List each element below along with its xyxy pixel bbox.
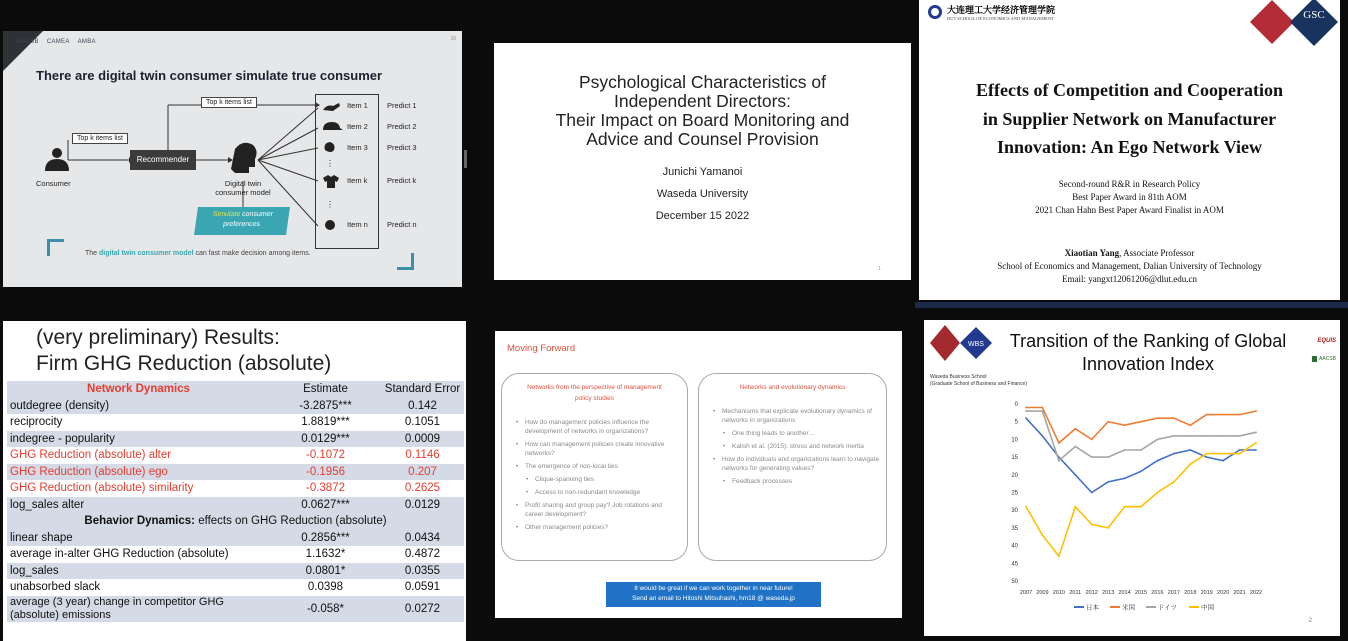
results-table	[7, 381, 464, 622]
data-point	[1173, 481, 1175, 483]
list-item: • How can management policies create innovative networks?	[516, 440, 681, 458]
list-item: • One thing leads to another…	[713, 429, 880, 438]
legend-label: 中国	[1201, 603, 1214, 612]
school-line-1: Waseda Business School	[930, 374, 987, 380]
data-point	[1042, 407, 1044, 409]
title-line-4: Advice and Counsel Provision	[586, 129, 819, 149]
table-row	[7, 480, 464, 497]
row-estimate: 0.0801*	[270, 563, 381, 580]
row-label: outdegree (density)	[7, 398, 270, 415]
data-point	[1255, 431, 1257, 433]
list-item: • The emergence of non-local ties	[516, 462, 681, 471]
table-row	[7, 546, 464, 563]
data-point	[1239, 414, 1241, 416]
title-line-1: Effects of Competition and Cooperation	[976, 80, 1283, 100]
school-name-en: DUT SCHOOL OF ECONOMICS AND MANAGEMENT	[947, 16, 1054, 22]
row-label: log_sales alter	[7, 497, 270, 514]
data-point	[1157, 460, 1159, 462]
list-item: • How do individuals and organizations learn to navigate networks for generating values?	[713, 455, 880, 473]
presenter-block	[919, 247, 1340, 286]
row-label: indegree - popularity	[7, 431, 270, 448]
logo-camea: CAMEA	[46, 39, 70, 45]
x-tick-label: 2016	[1151, 590, 1164, 596]
list-item: • Feedback processes	[713, 477, 880, 486]
row-standard-error: 0.1146	[405, 449, 440, 462]
title-line-2: Independent Directors:	[613, 91, 792, 111]
data-point	[1091, 523, 1093, 525]
footer-highlight: digital twin consumer model	[99, 250, 194, 257]
row-estimate: -0.3872	[305, 482, 345, 495]
row-estimate: -0.1956	[270, 464, 381, 481]
row-standard-error: 0.142	[381, 398, 464, 415]
item-n: Item n	[347, 220, 368, 229]
data-point	[1124, 506, 1126, 508]
table-row	[7, 579, 464, 596]
data-point	[1107, 421, 1109, 423]
data-point	[1042, 410, 1044, 412]
wbs-logo-text: WBS	[968, 341, 984, 348]
row-estimate: 1.1632*	[305, 548, 346, 561]
cta-line-1: It would be great if we can work together in near future!	[634, 585, 793, 592]
data-point	[1058, 460, 1060, 462]
data-point	[1025, 506, 1027, 508]
note-3: 2021 Chan Hahn Best Paper Award Finalist in AOM	[1035, 205, 1224, 215]
row-estimate: -0.1072	[305, 449, 345, 462]
institution: School of Economics and Management, Dalian University of Technology	[997, 261, 1262, 271]
digital-twin-head-icon	[231, 143, 257, 173]
data-point	[1255, 410, 1257, 412]
data-point	[1042, 435, 1044, 437]
data-point	[1124, 449, 1126, 451]
school-header	[927, 3, 1055, 21]
badge-diamonds	[1244, 0, 1340, 48]
panel-management-policy	[501, 373, 688, 561]
row-label: average (3 year) change in competitor GHG (absolute) emissions	[7, 596, 270, 622]
data-point	[1042, 534, 1044, 536]
row-label: GHG Reduction (absolute) ego	[7, 464, 270, 481]
row-standard-error: 0.1051	[404, 416, 441, 429]
note-2: Best Paper Award in 81th AOM	[1072, 192, 1187, 202]
top-k-list-box-lower: Top k items list	[72, 133, 128, 144]
item-3: Item 3	[347, 143, 368, 152]
school-label	[930, 374, 1027, 388]
consumer-label: Consumer	[36, 179, 71, 188]
title-line-2: in Supplier Network on Manufacturer	[982, 108, 1277, 129]
chart-title	[1008, 330, 1288, 376]
x-tick-label: 2022	[1249, 590, 1263, 596]
title-line-2: Innovation Index	[1081, 354, 1215, 374]
table-row	[7, 414, 464, 431]
ranking-line-chart	[924, 396, 1340, 636]
slide-supplier-network	[919, 0, 1340, 300]
left-bullet-list	[516, 418, 681, 532]
data-point	[1222, 435, 1224, 437]
table-row	[7, 398, 464, 415]
behavior-header-row	[7, 513, 464, 530]
x-tick-label: 2015	[1134, 590, 1148, 596]
x-tick-label: 2017	[1167, 590, 1180, 596]
data-point	[1074, 474, 1076, 476]
data-point	[1206, 435, 1208, 437]
resize-handle[interactable]	[464, 150, 467, 168]
table-row	[7, 431, 464, 448]
row-standard-error: 0.4872	[404, 548, 441, 561]
data-point	[1222, 453, 1224, 455]
data-point	[1173, 453, 1175, 455]
data-point	[1140, 449, 1142, 451]
data-point	[1206, 453, 1208, 455]
x-tick-label: 2018	[1184, 590, 1197, 596]
series-line-米国	[1026, 408, 1256, 443]
x-tick-label: 2014	[1118, 590, 1131, 596]
y-tick-label: 10	[1011, 437, 1018, 444]
row-standard-error: 0.2625	[404, 482, 441, 495]
behavior-rows	[7, 530, 464, 622]
data-point	[1107, 527, 1109, 529]
slide-gii-ranking	[924, 320, 1340, 636]
row-label: GHG Reduction (absolute) similarity	[10, 482, 194, 495]
y-tick-label: 0	[1014, 402, 1018, 408]
data-point	[1074, 446, 1076, 448]
x-tick-label: 2019	[1200, 590, 1213, 596]
row-label: linear shape	[7, 530, 270, 547]
logo-aacsb: AACSB	[17, 39, 39, 45]
panel-title-left: Networks from the perspective of management policy studies	[527, 384, 662, 402]
school-seal-icon	[927, 4, 943, 20]
presenter-role: , Associate Professor	[1119, 248, 1195, 258]
page-number: 2	[1308, 618, 1312, 624]
data-point	[1206, 456, 1208, 458]
row-estimate: 0.0627***	[270, 497, 381, 514]
note-1: Second-round R&R in Research Policy	[1058, 179, 1201, 189]
row-estimate: -0.058*	[270, 596, 381, 622]
email: Email: yangxt12061206@dlut.edu.cn	[1061, 274, 1198, 284]
data-point	[1173, 417, 1175, 419]
data-point	[1140, 421, 1142, 423]
y-tick-label: 45	[1011, 561, 1018, 568]
data-point	[1025, 407, 1027, 409]
data-point	[1222, 414, 1224, 416]
x-tick-label: 2021	[1233, 590, 1246, 596]
list-item: • Mechanisms that explicate evolutionary dynamics of networks in organizations	[713, 407, 880, 425]
data-point	[1091, 439, 1093, 441]
y-tick-label: 40	[1011, 543, 1018, 550]
row-standard-error: 0.0272	[381, 596, 464, 622]
gsc-badge-text: GSC	[1303, 9, 1325, 21]
row-estimate: 0.0129***	[270, 431, 381, 448]
list-item: • Access to non-redundant knowledge	[516, 488, 681, 497]
row-standard-error: 0.0009	[381, 431, 464, 448]
top-k-list-box-upper: Top k items list	[201, 97, 257, 108]
data-point	[1222, 460, 1224, 462]
title-line-3: Innovation: An Ego Network View	[996, 137, 1263, 157]
title-line-1: Psychological Characteristics of	[578, 72, 827, 92]
data-point	[1107, 456, 1109, 458]
row-estimate: 1.8819***	[301, 416, 350, 429]
right-bullet-list	[713, 407, 880, 486]
behavior-bold: Behavior Dynamics:	[84, 515, 195, 528]
simulate-word: Simulate	[212, 211, 241, 218]
simulate-preferences-banner	[194, 207, 290, 235]
cta-line-2: Send an email to Hitoshi Mitsuhashi, hm18 @ waseda.jp	[632, 595, 795, 602]
header-standard-error: Standard Error	[381, 381, 464, 398]
data-point	[1140, 470, 1142, 472]
presenter-name: Xiaotian Yang	[1064, 248, 1120, 258]
data-point	[1025, 410, 1027, 412]
slide-heading: Moving Forward	[507, 343, 576, 354]
svg-text:⋮: ⋮	[326, 200, 334, 209]
series-line-日本	[1026, 418, 1256, 492]
network-rows	[7, 398, 464, 514]
table-row	[7, 530, 464, 547]
data-point	[1124, 477, 1126, 479]
contact-banner	[606, 582, 821, 607]
award-notes	[919, 178, 1340, 217]
logo-amba: AMBA	[77, 39, 96, 45]
data-point	[1189, 435, 1191, 437]
slide-title: There are digital twin consumer simulate true consumer	[36, 68, 383, 83]
row-label: log_sales	[7, 563, 270, 580]
x-tick-label: 2010	[1052, 590, 1065, 596]
row-label: GHG Reduction (absolute) alter	[10, 449, 172, 462]
data-point	[1058, 442, 1060, 444]
date: December 15 2022	[655, 210, 750, 222]
slide-psychological-characteristics	[494, 43, 911, 280]
affiliation: Waseda University	[656, 188, 749, 200]
list-item: • Clique-spanning ties	[516, 475, 681, 484]
legend-label: 米国	[1122, 603, 1135, 612]
wbs-logos	[928, 323, 998, 369]
x-tick-label: 2011	[1069, 590, 1082, 596]
data-point	[1124, 424, 1126, 426]
data-point	[1058, 555, 1060, 557]
item-k: Item k	[347, 176, 368, 185]
y-tick-label: 5	[1014, 419, 1018, 426]
heading-line-1: (very preliminary) Results:	[36, 326, 280, 349]
data-point	[1157, 439, 1159, 441]
x-tick-label: 2012	[1085, 590, 1098, 596]
data-point	[1255, 449, 1257, 451]
slide-page-number: 10	[450, 36, 456, 42]
header-estimate: Estimate	[270, 381, 381, 398]
slide-footer	[85, 250, 311, 257]
x-tick-label: 2013	[1102, 590, 1115, 596]
panel-evolutionary-dynamics	[698, 373, 887, 561]
data-point	[1157, 492, 1159, 494]
data-point	[1255, 442, 1257, 444]
behavior-rest: effects on GHG Reduction (absolute)	[195, 515, 387, 528]
list-item: • Profit sharing and group pay? Job rotations and career development?	[516, 501, 681, 519]
list-item: • Other management policies?	[516, 523, 681, 532]
row-standard-error: 0.0591	[404, 581, 441, 594]
digital-twin-label: Digital twin consumer model	[215, 179, 271, 197]
y-tick-label: 20	[1011, 472, 1018, 479]
data-point	[1189, 424, 1191, 426]
slide-digital-twin	[3, 31, 462, 287]
row-standard-error: 0.0355	[381, 563, 464, 580]
slide-ghg-results	[3, 321, 466, 641]
data-point	[1091, 456, 1093, 458]
legend-label: 日本	[1086, 603, 1099, 612]
svg-text:⋮: ⋮	[326, 159, 334, 168]
bracket-right-decoration	[397, 253, 414, 270]
item-2: Item 2	[347, 122, 368, 131]
data-point	[1239, 453, 1241, 455]
page-number: 1	[878, 266, 881, 272]
row-estimate: 0.0398	[307, 581, 344, 594]
x-tick-label: 2020	[1217, 590, 1230, 596]
table-header	[7, 381, 464, 398]
table-row	[7, 464, 464, 481]
data-point	[1206, 414, 1208, 416]
recommender-box: Recommender	[130, 150, 196, 170]
list-item: • How do management policies influence the development of networks in organizations?	[516, 418, 681, 436]
table-row	[7, 596, 464, 622]
row-standard-error: 0.207	[381, 464, 464, 481]
diagram-connectors	[3, 31, 462, 287]
aacsb-logo: AACSB	[1312, 356, 1336, 362]
title-line-3: Their Impact on Board Monitoring and	[555, 110, 850, 130]
equis-logo: EQUIS	[1317, 338, 1336, 344]
y-tick-label: 15	[1011, 455, 1018, 462]
data-point	[1074, 428, 1076, 430]
predict-2: Predict 2	[387, 122, 417, 131]
list-item: • Kalish et al. (2015): stress and network inertia	[713, 442, 880, 451]
bracket-left-decoration	[47, 239, 64, 256]
data-point	[1189, 449, 1191, 451]
table-row	[7, 447, 464, 464]
school-name-cn: 大连理工大学经济管理学院	[947, 5, 1056, 16]
data-point	[1091, 492, 1093, 494]
row-standard-error: 0.0434	[381, 530, 464, 547]
predict-1: Predict 1	[387, 101, 417, 110]
data-point	[1074, 506, 1076, 508]
title-line-1: Transition of the Ranking of Global	[1009, 331, 1287, 351]
table-row	[7, 497, 464, 514]
data-point	[1239, 449, 1241, 451]
y-tick-label: 25	[1011, 490, 1018, 497]
table-row	[7, 563, 464, 580]
window-strip	[915, 302, 1348, 308]
footer-post: can fast make decision among items.	[195, 250, 311, 257]
slide-moving-forward	[495, 331, 902, 618]
panel-title-right: Networks and evolutionary dynamics	[739, 384, 846, 391]
data-point	[1025, 417, 1027, 419]
header-network-dynamics: Network Dynamics	[7, 381, 270, 398]
footer-pre: The	[85, 250, 98, 257]
row-estimate: -3.2875***	[270, 398, 381, 415]
data-point	[1189, 463, 1191, 465]
y-tick-label: 30	[1011, 508, 1018, 515]
row-standard-error: 0.0129	[381, 497, 464, 514]
data-point	[1157, 417, 1159, 419]
x-tick-label: 2009	[1036, 590, 1049, 596]
row-estimate: 0.2856***	[270, 530, 381, 547]
data-point	[1107, 481, 1109, 483]
row-label: average in-alter GHG Reduction (absolute)	[10, 548, 229, 561]
heading-line-2: Firm GHG Reduction (absolute)	[36, 352, 332, 375]
predict-n: Predict n	[387, 220, 417, 229]
y-tick-label: 50	[1011, 579, 1018, 585]
item-1: Item 1	[347, 101, 368, 110]
author: Junichi Yamanoi	[662, 166, 743, 178]
row-label: reciprocity	[10, 416, 63, 429]
slide-title	[919, 76, 1340, 162]
school-line-2: (Graduate School of Business and Finance)	[930, 381, 1027, 387]
consumer-icon	[45, 148, 69, 171]
simulate-rest: consumer preferences	[222, 211, 274, 228]
x-tick-label: 2007	[1019, 590, 1033, 596]
row-label: unabsorbed slack	[10, 581, 101, 594]
predict-3: Predict 3	[387, 143, 417, 152]
y-tick-label: 35	[1011, 525, 1018, 532]
data-point	[1239, 435, 1241, 437]
data-point	[1173, 435, 1175, 437]
data-point	[1140, 506, 1142, 508]
predict-k: Predict k	[387, 176, 417, 185]
slide-title	[494, 73, 911, 149]
legend-label: ドイツ	[1158, 603, 1178, 612]
